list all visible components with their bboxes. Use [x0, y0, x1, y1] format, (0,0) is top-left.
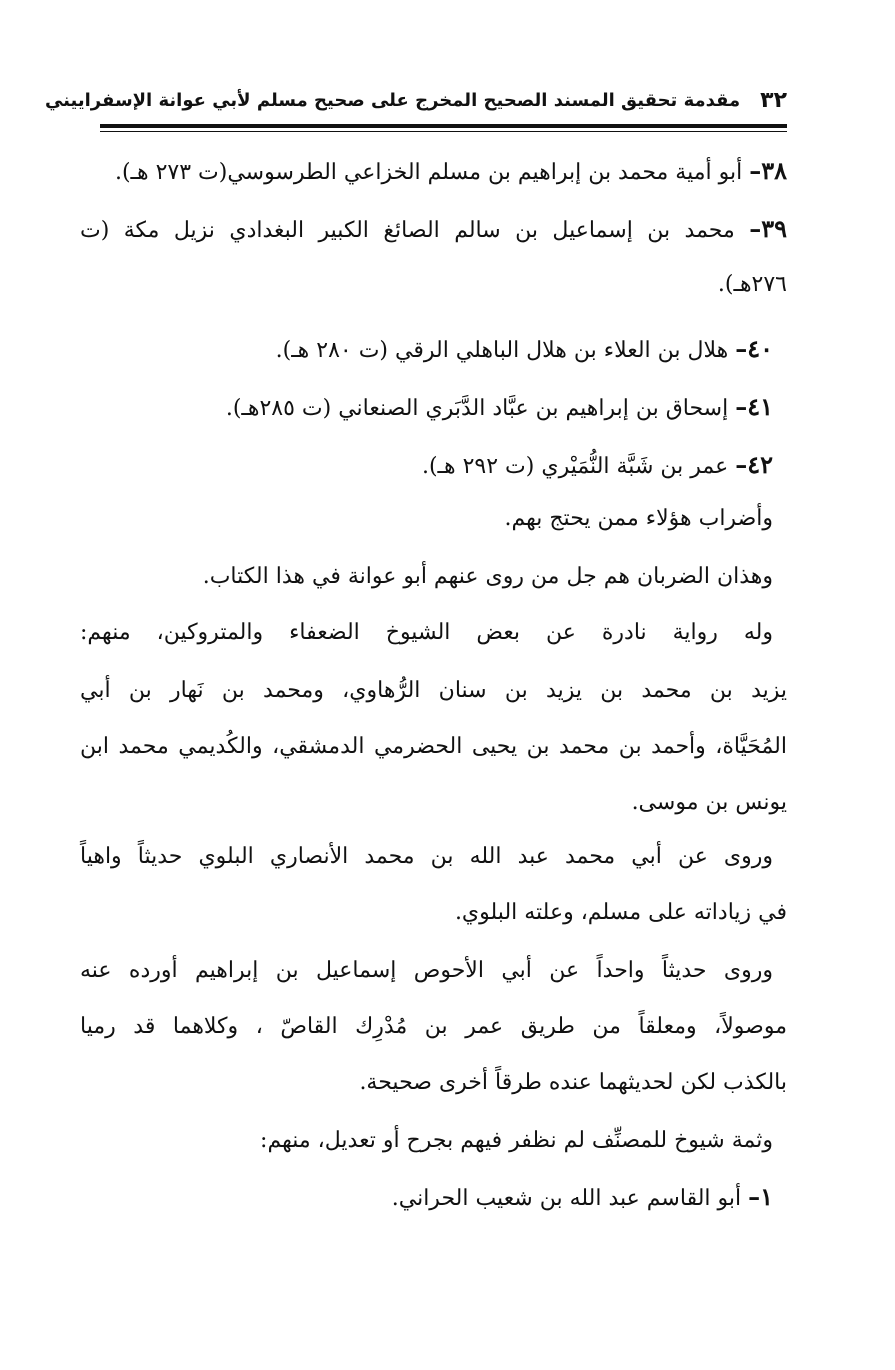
paragraph-text: وروى حديثاً واحداً عن أبي الأحوص إسماعيل بن إبراهيم أورده عنه	[80, 958, 773, 983]
paragraph-line	[80, 842, 773, 872]
item-text: أبو القاسم عبد الله بن شعيب الحراني.	[391, 1186, 749, 1211]
page-number: ٣٢	[760, 87, 787, 113]
paragraph-text: في زياداته على مسلم، وعلته البلوي.	[454, 900, 787, 925]
list-item-1	[392, 1182, 773, 1214]
paragraph-line	[80, 1012, 787, 1042]
header-rule-thin	[100, 131, 787, 132]
paragraph-line	[359, 1068, 787, 1098]
paragraph-text: وثمة شيوخ للمصنِّف لم نظفر فيهم بجرح أو تعديل، منهم:	[260, 1128, 773, 1153]
paragraph-text: يونس بن موسى.	[631, 790, 787, 815]
item-number: ٣٩–	[749, 214, 787, 243]
list-item-39	[80, 214, 787, 246]
item-text: ٢٧٦هـ).	[717, 272, 787, 297]
item-text: إسحاق بن إبراهيم بن عبَّاد الدَّبَري الصنعاني (ت ٢٨٥هـ).	[225, 396, 736, 421]
item-text: عمر بن شَبَّة النُّمَيْري (ت ٢٩٢ هـ).	[421, 454, 736, 479]
header-rule-thick	[100, 124, 787, 128]
paragraph-text: وأضراب هؤلاء ممن يحتج بهم.	[504, 506, 773, 531]
item-number: ٣٨–	[749, 156, 787, 185]
paragraph-line	[632, 788, 787, 818]
list-item-41	[226, 392, 773, 424]
paragraph-text: بالكذب لكن لحديثهما عنده طرقاً أخرى صحيحة.	[359, 1070, 787, 1095]
list-item-38	[115, 156, 787, 188]
paragraph-line	[504, 504, 773, 534]
paragraph-line	[203, 562, 773, 592]
item-number: ٤٠–	[735, 334, 773, 363]
paragraph-line	[80, 956, 773, 986]
paragraph-text: موصولاً، ومعلقاً من طريق عمر بن مُدْرِك القاصّ ، وكلاهما قد رميا	[80, 1014, 787, 1039]
item-text: هلال بن العلاء بن هلال الباهلي الرقي (ت ٢٨٠ هـ).	[275, 338, 736, 363]
paragraph-text: يزيد بن محمد بن يزيد بن سنان الرُّهاوي، ومحمد بن نَهار بن أبي	[80, 678, 787, 703]
item-number: ٤١–	[735, 392, 773, 421]
list-item-40	[276, 334, 773, 366]
list-item-39-continuation	[718, 270, 787, 300]
paragraph-text: المُحَيَّاة، وأحمد بن محمد بن يحيى الحضرمي الدمشقي، والكُديمي محمد ابن	[80, 734, 787, 759]
header-title: مقدمة تحقيق المسند الصحيح المخرج على صحيح مسلم لأبي عوانة الإسفراييني	[44, 89, 741, 111]
item-text: أبو أمية محمد بن إبراهيم بن مسلم الخزاعي الطرسوسي(ت ٢٧٣ هـ).	[114, 160, 750, 185]
list-item-42	[422, 450, 773, 482]
paragraph-line	[260, 1126, 773, 1156]
item-number: ١–	[748, 1182, 773, 1211]
paragraph-text: وله رواية نادرة عن بعض الشيوخ الضعفاء والمتروكين، منهم:	[80, 620, 773, 645]
item-text: محمد بن إسماعيل بن سالم الصائغ الكبير البغدادي نزيل مكة (ت	[80, 218, 750, 243]
paragraph-line	[455, 898, 787, 928]
paragraph-text: وهذان الضربان هم جل من روى عنهم أبو عوانة في هذا الكتاب.	[202, 564, 773, 589]
paragraph-line	[80, 618, 773, 648]
paragraph-line	[80, 732, 787, 762]
running-header	[44, 78, 787, 122]
paragraph-text: وروى عن أبي محمد عبد الله بن محمد الأنصاري البلوي حديثاً واهياً	[80, 844, 773, 869]
item-number: ٤٢–	[735, 450, 773, 479]
paragraph-line	[80, 676, 787, 706]
